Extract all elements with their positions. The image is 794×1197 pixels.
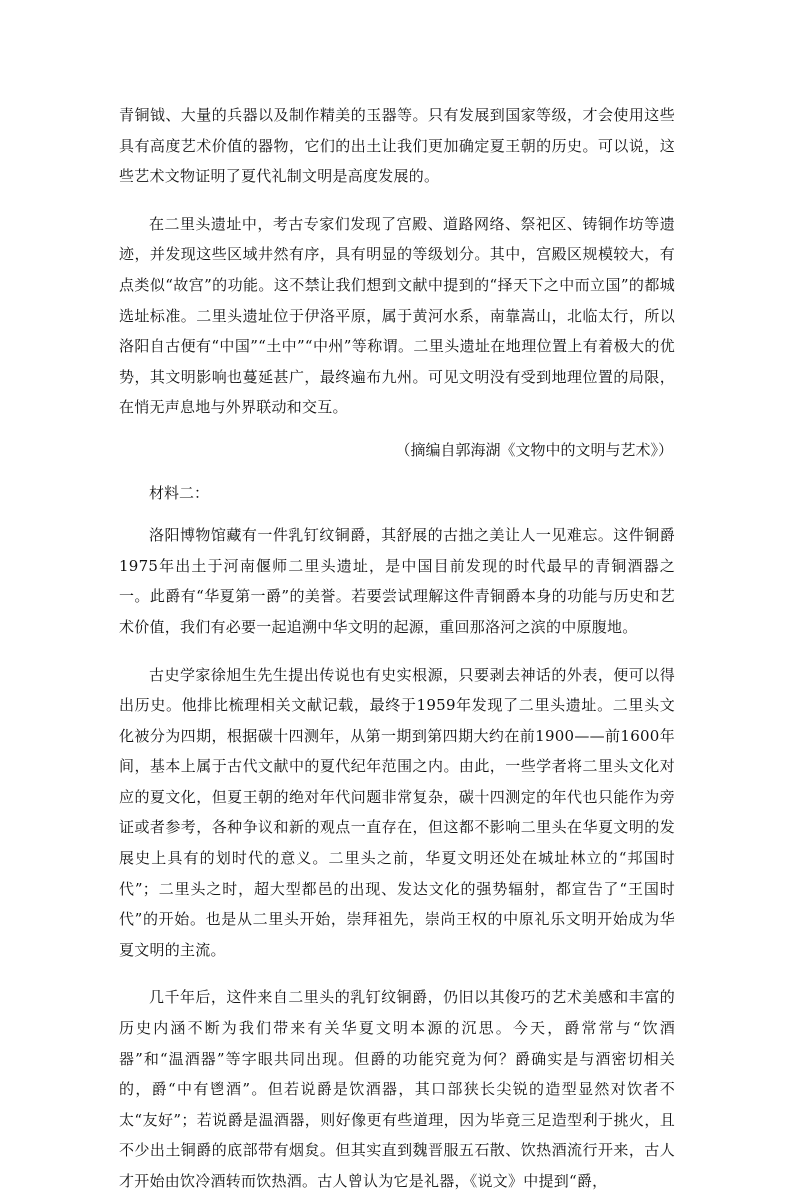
paragraph-jue-function: 几千年后，这件来自二里头的乳钉纹铜爵，仍旧以其俊巧的艺术美感和丰富的历史内涵不断为我们带来有关华夏文明本源的沉思。今天，爵常常与“饮酒器”和“温酒器”等字眼共同出现。但爵的功能究竟为何？爵确实是与酒密切相关的，爵“中有鬯酒”。但若说爵是饮酒器，其口部狭长尖锐的造型显然对饮者不太“友好”；若说爵是温酒器，则好像更有些道理，因为毕竟三足造型利于挑火，且不少出土铜爵的底部带有烟炱。但其实直到魏晋服五石散、饮热酒流行开来，古人才开始由饮冷酒转而饮热酒。古人曾认为它是礼器，《说文》中提到“爵，: [119, 988, 675, 1190]
document-page: [119, 100, 675, 1197]
paragraph-bronze-jue: 洛阳博物馆藏有一件乳钉纹铜爵，其舒展的古拙之美让人一见难忘。这件铜爵1975年出土于河南偃师二里头遗址，是中国目前发现的时代最早的青铜酒器之一。此爵有“华夏第一爵”的美誉。若要尝试理解这件青铜爵本身的功能与历史和艺术价值，我们有必要一起追溯中华文明的起源，重回那洛河之滨的中原腹地。: [119, 526, 675, 636]
paragraph-erlitou-site: 在二里头遗址中，考古专家们发现了宫殿、道路网络、祭祀区、铸铜作坊等遗迹，并发现这些区域井然有序，具有明显的等级划分。其中，宫殿区规模较大，有点类似“故宫”的功能。这不禁让我们想到文献中提到的“择天下之中而立国”的都城选址标准。二里头遗址位于伊洛平原，属于黄河水系，南靠嵩山，北临太行，所以洛阳自古便有“中国”“土中”“中州”等称谓。二里头遗址在地理位置上有着极大的优势，其文明影响也蔓延甚广，最终遍布九州。可见文明没有受到地理位置的局限，在悄无声息地与外界联动和交互。: [119, 214, 675, 417]
paragraph-xu-xusheng: 古史学家徐旭生先生提出传说也有史实根源，只要剥去神话的外表，便可以得出历史。他排比梳理相关文献记载，最终于1959年发现了二里头遗址。二里头文化被分为四期，根据碳十四测年，从第一期到第四期大约在前1900——前1600年间，基本上属于古代文献中的夏代纪年范围之内。由此，一些学者将二里头文化对应的夏文化，但夏王朝的绝对年代问题非常复杂，碳十四测定的年代也只能作为旁证或者参考，各种争议和新的观点一直存在，但这都不影响二里头在华夏文明的发展史上具有的划时代的意义。二里头之前，华夏文明还处在城址林立的“邦国时代”；二里头之时，超大型都邑的出现、发达文化的强势辐射，都宣告了“王国时代”的开始。也是从二里头开始，崇拜祖先，崇尚王权的中原礼乐文明开始成为华夏文明的主流。: [119, 665, 675, 959]
paragraph-intro: 青铜钺、大量的兵器以及制作精美的玉器等。只有发展到国家等级，才会使用这些具有高度艺术价值的器物，它们的出土让我们更加确定夏王朝的历史。可以说，这些艺术文物证明了夏代礼制文明是高度发展的。: [119, 106, 675, 186]
section-heading-material-two: 材料二：: [149, 483, 210, 502]
source-citation: （摘编自郭海湖《文物中的文明与艺术》）: [395, 440, 673, 459]
